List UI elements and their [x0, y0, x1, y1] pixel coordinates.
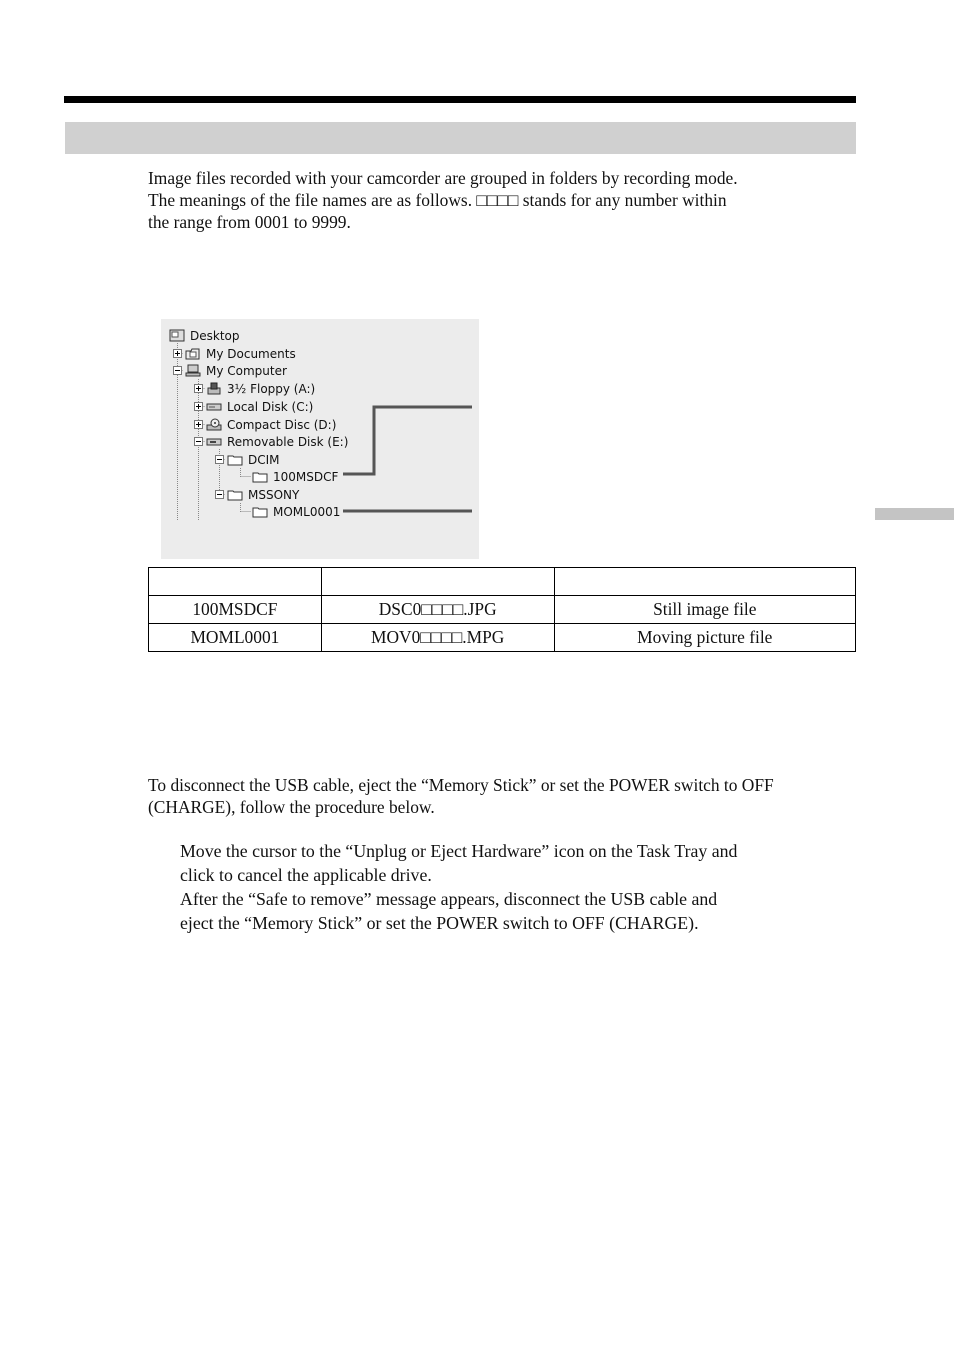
cd-drive-icon: [206, 418, 222, 431]
tree-item-compact-disc[interactable]: [194, 416, 336, 433]
tree-label: MOML0001: [273, 504, 341, 519]
tree-item-dcim[interactable]: [215, 451, 280, 468]
tree-item-mssony[interactable]: [215, 486, 299, 503]
expand-plus-icon[interactable]: [173, 349, 182, 358]
folder-icon: [252, 470, 268, 483]
floppy-drive-icon: [206, 382, 222, 395]
file-name-table: [148, 567, 856, 652]
tree-label: DCIM: [248, 452, 280, 467]
tree-item-my-computer[interactable]: [173, 362, 287, 379]
collapse-minus-icon[interactable]: [173, 366, 182, 375]
tree-label: 3½ Floppy (A:): [227, 381, 316, 396]
procedure-steps: [180, 839, 737, 935]
disconnect-line: (CHARGE), follow the procedure below.: [148, 797, 435, 817]
tree-item-desktop[interactable]: [169, 327, 240, 344]
table-header-cell: [149, 568, 322, 596]
expand-plus-icon[interactable]: [194, 384, 203, 393]
tree-label: MSSONY: [248, 487, 300, 502]
tree-item-floppy[interactable]: [194, 380, 315, 397]
collapse-minus-icon[interactable]: [215, 455, 224, 464]
tree-item-100msdcf[interactable]: [252, 468, 338, 485]
table-header-cell: [321, 568, 554, 596]
table-cell-folder: MOML0001: [149, 624, 322, 652]
folder-icon: [227, 488, 243, 501]
step-line: Move the cursor to the “Unplug or Eject Hardware” icon on the Task Tray and: [180, 841, 738, 861]
intro-line: Image files recorded with your camcorder are grouped in folders by recording mode.: [148, 168, 738, 188]
expand-plus-icon[interactable]: [194, 420, 203, 429]
hard-disk-icon: [206, 400, 222, 413]
folder-icon: [227, 453, 243, 466]
tree-item-removable-disk[interactable]: [194, 433, 348, 450]
side-index-tab: [875, 508, 954, 520]
table-cell-folder: 100MSDCF: [149, 596, 322, 624]
step-line: After the “Safe to remove” message appears, disconnect the USB cable and: [180, 889, 718, 909]
table-row: [149, 596, 856, 624]
disconnect-line: To disconnect the USB cable, eject the “Memory Stick” or set the POWER switch to OFF: [148, 775, 774, 795]
table-header-row: [149, 568, 856, 596]
table-cell-meaning: Moving picture file: [554, 624, 855, 652]
tree-item-local-disk[interactable]: [194, 398, 313, 415]
tree-label: Removable Disk (E:): [227, 434, 349, 449]
collapse-minus-icon[interactable]: [194, 437, 203, 446]
tree-label: My Documents: [206, 346, 296, 361]
top-rule: [64, 96, 856, 103]
intro-line: the range from 0001 to 9999.: [148, 212, 351, 232]
step-line: click to cancel the applicable drive.: [180, 865, 432, 885]
tree-label: Local Disk (C:): [227, 399, 314, 414]
collapse-minus-icon[interactable]: [215, 490, 224, 499]
computer-icon: [185, 364, 201, 377]
table-cell-file: DSC0□□□□.JPG: [321, 596, 554, 624]
tree-label: Compact Disc (D:): [227, 417, 337, 432]
folder-tree-screenshot: [161, 319, 479, 559]
tree-item-moml0001[interactable]: [252, 503, 340, 520]
tree-label: My Computer: [206, 363, 287, 378]
table-row: [149, 624, 856, 652]
expand-plus-icon[interactable]: [194, 402, 203, 411]
documents-folder-icon: [185, 347, 201, 360]
intro-paragraph: [148, 167, 738, 233]
table-header-cell: [554, 568, 855, 596]
tree-label: Desktop: [190, 328, 240, 343]
folder-icon: [252, 505, 268, 518]
removable-disk-icon: [206, 435, 222, 448]
disconnect-paragraph: [148, 774, 774, 818]
table-cell-meaning: Still image file: [554, 596, 855, 624]
section-heading-band: [65, 122, 856, 154]
table-cell-file: MOV0□□□□.MPG: [321, 624, 554, 652]
tree-label: 100MSDCF: [273, 469, 339, 484]
step-line: eject the “Memory Stick” or set the POWER switch to OFF (CHARGE).: [180, 913, 699, 933]
intro-line: The meanings of the file names are as follows. □□□□ stands for any number within: [148, 190, 727, 210]
tree-item-my-documents[interactable]: [173, 345, 296, 362]
desktop-icon: [169, 329, 185, 342]
